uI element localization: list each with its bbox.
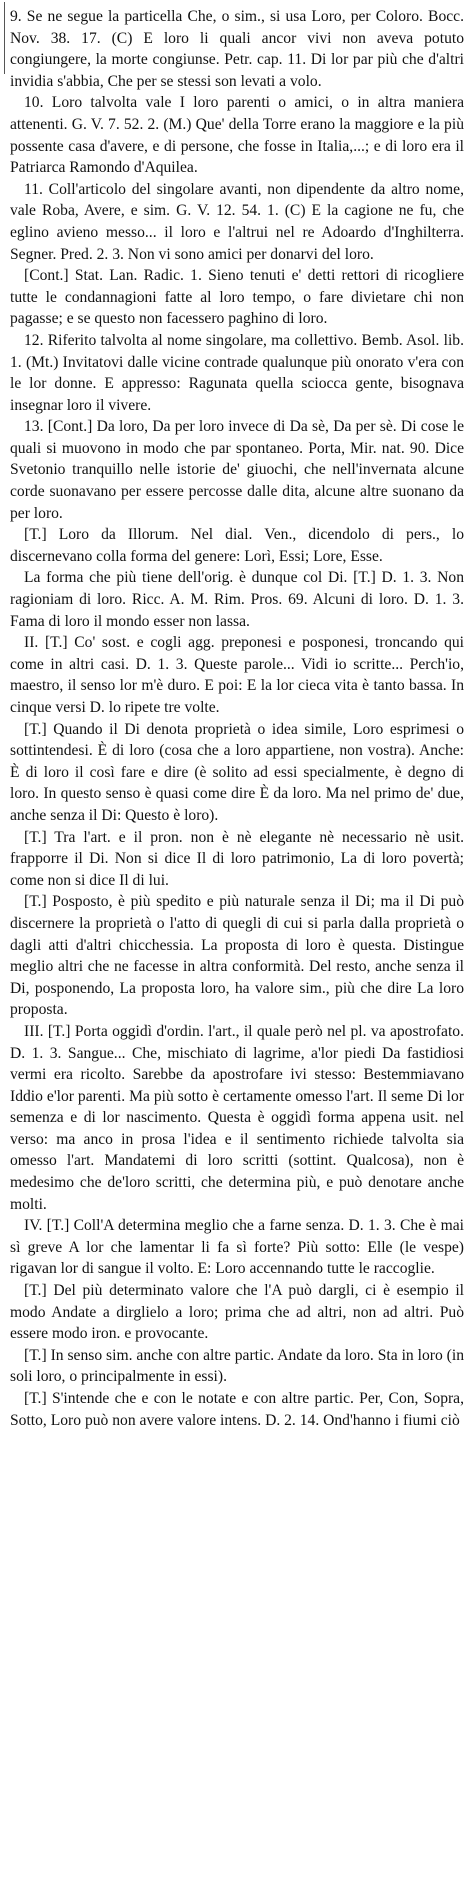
entry-11: 11. Coll'articolo del singolare avanti, non dipendente da altro nome, vale Roba, Avere, e sim. G. V. 12. 54. 1. (C) E la cagione ne fu, che eglino avieno messo... il loro e l'altrui nel re Adoardo d'Inghilterra. Segner. Pred. 2. 3. Non vi sono amici per donarvi del loro. <box>10 180 464 263</box>
entry-12: 12. Riferito talvolta al nome singolare, ma collettivo. Bemb. Asol. lib. 1. (Mt.) Invitatovi dalle vicine contrade qualunque più onorato v'era con le lor donne. E appresso: Ragunata quella sciocca gente, bisognava insegnar loro il vivere. <box>10 331 464 414</box>
entry-11-cont: [Cont.] Stat. Lan. Radic. 1. Sieno tenuti e' detti rettori di ricogliere tutte le condannagioni fatte al loro tempo, o fare divietare chi non pagasse; e se questo non facessero paghino di loro. <box>10 267 464 328</box>
section-II-posposto: [T.] Posposto, è più spedito e più naturale senza il Di; ma il Di può discernere la proprietà o l'atto di quegli di cui si parla dalla proprietà o dagli atti d'altri chicchessia. La proposta di loro è questa. Distingue meglio altri che ne facesse in altra conformità. Del resto, anche senza il Di, posponendo, La proposta loro, ha valore sim., più che dire La loro proposta. <box>10 893 464 1019</box>
note-forma-di: La forma che più tiene dell'orig. è dunque col Di. [T.] D. 1. 3. Non ragioniam di loro. Ricc. A. M. Rim. Pros. 69. Alcuni di loro. D. 1. 3. Fama di loro il mondo esser non lassa. <box>10 569 464 630</box>
entry-13: 13. [Cont.] Da loro, Da per loro invece di Da sè, Da per sè. Di cose le quali si muovono in modo che par spontaneo. Porta, Mir. nat. 90. Dice Svetonio tranquillo nelle istorie de' giuochi, che nell'invernata alcune corde suonavano per essere percosse dalle dita, alcune altre suonano da per loro. <box>10 418 464 522</box>
section-II-proprieta: [T.] Quando il Di denota proprietà o idea simile, Loro esprimesi o sottintendesi. È di loro (cosa che a loro appartiene, non vostra). Anche: È di loro il così fare e dire (è solito ad essi specialmente, è degno di loro. In questo senso è quasi come dire È da loro. Ma nel primo de' due, anche senza il Di: Questo è loro). <box>10 720 464 824</box>
note-illorum: [T.] Loro da Illorum. Nel dial. Ven., dicendolo di pers., lo discernevano colla forma del genere: Lorì, Essi; Lore, Esse. <box>10 526 464 565</box>
entry-9: 9. Se ne segue la particella Che, o sim., si usa Loro, per Coloro. Bocc. Nov. 38. 17. (C) E loro li quali ancor vivi non aveva potuto congiungere, la morte congiunse. Petr. cap. 11. Di lor par più che d'altri invidia s'abbia, Che per se stessi son levati a volo. <box>10 8 464 90</box>
section-IV-determinato: [T.] Del più determinato valore che l'A può dargli, ci è esempio il modo Andate a dirglielo a loro; prima che ad altri, non ad altri. Può essere modo iron. e provocante. <box>10 1282 464 1343</box>
section-II: II. [T.] Co' sost. e cogli agg. preponesi e posponesi, troncando qui come in altri casi. D. 1. 3. Queste parole... Vidi io scritte... Perch'io, maestro, il senso lor m'è duro. E poi: E la lor cieca vita è tanto bassa. In cinque versi D. lo ripete tre volte. <box>10 634 464 716</box>
section-IV-senso-sim: [T.] In senso sim. anche con altre partic. Andate da loro. Sta in loro (in soli loro, o principalmente in essi). <box>10 1346 464 1386</box>
section-II-articolo: [T.] Tra l'art. e il pron. non è nè elegante nè necessario nè usit. frapporre il Di. Non si dice Il di loro patrimonio, La di loro povertà; come non si dice Il di lui. <box>10 828 464 889</box>
section-IV-partic: [T.] S'intende che e con le notate e con altre partic. Per, Con, Sopra, Sotto, Loro può non avere valore intens. D. 2. 14. Ond'hanno i fiumi ciò <box>10 1390 464 1429</box>
section-III: III. [T.] Porta oggidì d'ordin. l'art., il quale però nel pl. va apostrofato. D. 1. 3. Sangue... Che, mischiato di lagrime, a'lor piedi Da fastidiosi vermi era ricolto. Sarebbe da apostrofare ivi stesso: Bestemmiavano Iddio e'lor parenti. Ma più sotto è certamente omesso l'art. Il seme Di lor semenza e di lor nascimento. Questa è oggidì forma appena usit. nel verso: ma anco in prosa l'idea e il sentimento richiede talvolta sia omesso l'art. Mandatemi di loro scritti (sottint. Qualcosa), non è medesimo che de'loro scritti, che determina più, e può denotare anche molti. <box>10 1022 464 1213</box>
margin-rule <box>4 2 5 74</box>
section-IV: IV. [T.] Coll'A determina meglio che a farne senza. D. 1. 3. Che è mai sì greve A lor che lamentar li fa sì forte? Più sotto: Elle (le vespe) rigavan lor di sangue il volto. E: Loro accennando tutte le raccoglie. <box>10 1217 464 1278</box>
entry-10: 10. Loro talvolta vale I loro parenti o amici, o in altra maniera attenenti. G. V. 7. 52. 2. (M.) Que' della Torre erano la maggiore e la più possente casa d'avere, e di persone, che fosse in Italia,...; e di loro era il Patriarca Ramondo d'Aquilea. <box>10 94 464 177</box>
